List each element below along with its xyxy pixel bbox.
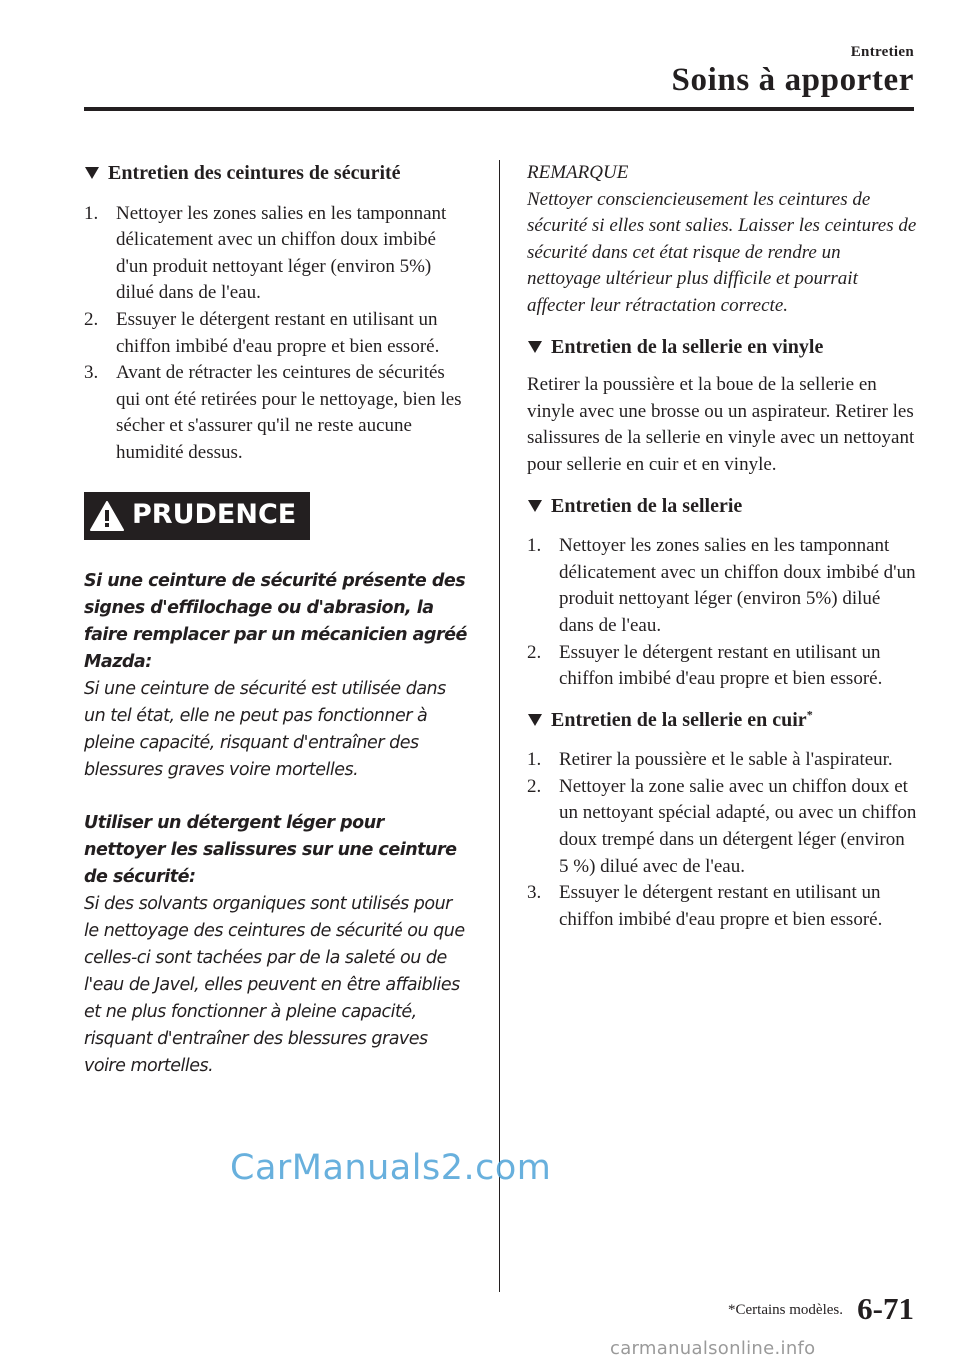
leather-steps [527, 747, 917, 933]
header-rule [84, 107, 914, 111]
step-text: Avant de rétracter les ceintures de sécurités qui ont été retirées pour le nettoyage, bien les sécher et s'assurer qu'il ne reste aucune humidité dessus. [116, 362, 462, 463]
step-number: 2. [527, 775, 542, 797]
header-section-label: Entretien [850, 44, 914, 60]
step-number: 1. [527, 749, 542, 771]
step-text: Nettoyer les zones salies en les tamponnant délicatement avec un chiffon doux imbibé d'un produit nettoyant léger (environ 5%) dilué dans de l'eau. [116, 202, 447, 304]
caution-block [84, 810, 470, 1080]
step-text: Nettoyer les zones salies en les tamponnant délicatement avec un chiffon doux imbibé d'un produit nettoyant léger (environ 5%) dilué dans de l'eau. [559, 535, 916, 636]
note-text: Nettoyer consciencieusement les ceintures de sécurité si elles sont salies. Laisser les ceintures de sécurité dans cet état risque de rendre un nettoyage ultérieur plus difficile et pourrait affecter leur rétractation correcte. [527, 188, 917, 316]
caution-block-text: Si des solvants organiques sont utilisés pour le nettoyage des ceintures de sécurité ou que celles-ci sont tachées par de la saleté ou de l'eau de Javel, elles peuvent en être affaiblies et ne plus fonctionner à pleine capacité, risquant d'entraîner des blessures graves voire mortelles. [84, 893, 465, 1076]
upholstery-heading-text: Entretien de la sellerie [551, 494, 743, 517]
vinyl-heading [527, 334, 917, 361]
seatbelt-heading [84, 160, 470, 187]
step-text: Essuyer le détergent restant en utilisant un chiffon imbibé d'eau propre et bien essoré. [116, 308, 440, 357]
leather-heading [527, 707, 917, 734]
step-number: 3. [527, 882, 542, 904]
step-text: Essuyer le détergent restant en utilisant un chiffon imbibé d'eau propre et bien essoré. [559, 641, 883, 690]
list-item [527, 533, 917, 639]
vinyl-text: Retirer la poussière et la boue de la sellerie en vinyle avec une brosse ou un aspirateur. Retirer les salissures de la sellerie en vinyle avec un nettoyant pour sellerie en cuir et en vinyle. [527, 374, 915, 475]
caution-label-text: PRUDENCE [132, 499, 297, 531]
leather-heading-label: Entretien de la sellerie en cuir [551, 708, 807, 731]
leather-heading-text [551, 707, 813, 734]
list-item [527, 880, 917, 933]
list-item [527, 640, 917, 693]
caution-label [84, 492, 310, 540]
step-number: 1. [527, 535, 542, 557]
step-text: Essuyer le détergent restant en utilisant un chiffon imbibé d'eau propre et bien essoré. [559, 882, 883, 930]
list-item [527, 747, 917, 774]
page-number: 6-71 [857, 1291, 914, 1326]
seatbelt-steps [84, 201, 470, 467]
list-item [84, 307, 470, 360]
right-column [527, 160, 917, 933]
list-item [84, 201, 470, 307]
source-watermark: carmanualsonline.info [610, 1338, 816, 1359]
watermark-link[interactable]: CarManuals2.com [230, 1148, 552, 1188]
seatbelt-heading-text: Entretien des ceintures de sécurité [108, 162, 401, 184]
step-number: 2. [84, 308, 99, 330]
page-title: Soins à apporter [671, 62, 914, 98]
footnote: *Certains modèles. [728, 1302, 843, 1318]
step-number: 3. [84, 362, 99, 384]
vinyl-heading-text: Entretien de la sellerie en vinyle [551, 335, 824, 358]
step-number: 1. [84, 202, 99, 224]
triangle-bullet-icon [528, 714, 542, 726]
warning-icon [90, 501, 124, 531]
triangle-bullet-icon [528, 500, 542, 512]
triangle-bullet-icon [85, 167, 99, 179]
caution-block-text: Si une ceinture de sécurité est utilisée dans un tel état, elle ne peut pas fonctionner à pleine capacité, risquant d'entraîner des blessures graves voire mortelles. [84, 678, 446, 780]
column-divider [499, 160, 500, 1292]
step-text: Retirer la poussière et le sable à l'aspirateur. [559, 749, 893, 771]
caution-block-title: Utiliser un détergent léger pour nettoyer les salissures sur une ceinture de sécurité: [84, 812, 457, 887]
left-column [84, 160, 470, 1080]
caution-block [84, 568, 470, 784]
upholstery-steps [527, 533, 917, 693]
upholstery-heading [527, 493, 917, 520]
caution-block-title: Si une ceinture de sécurité présente des signes d'effilochage ou d'abrasion, la faire remplacer par un mécanicien agréé Mazda: [84, 570, 467, 672]
list-item [527, 774, 917, 880]
triangle-bullet-icon [528, 341, 542, 353]
step-number: 2. [527, 641, 542, 663]
list-item [84, 360, 470, 466]
note-label: REMARQUE [527, 162, 629, 183]
optional-equipment-mark: * [806, 707, 813, 722]
step-text: Nettoyer la zone salie avec un chiffon doux et un nettoyant spécial adapté, ou avec un chiffon doux trempé dans un détergent léger (environ 5 %) dilué avec de l'eau. [559, 775, 917, 877]
caution-text [84, 568, 470, 1080]
